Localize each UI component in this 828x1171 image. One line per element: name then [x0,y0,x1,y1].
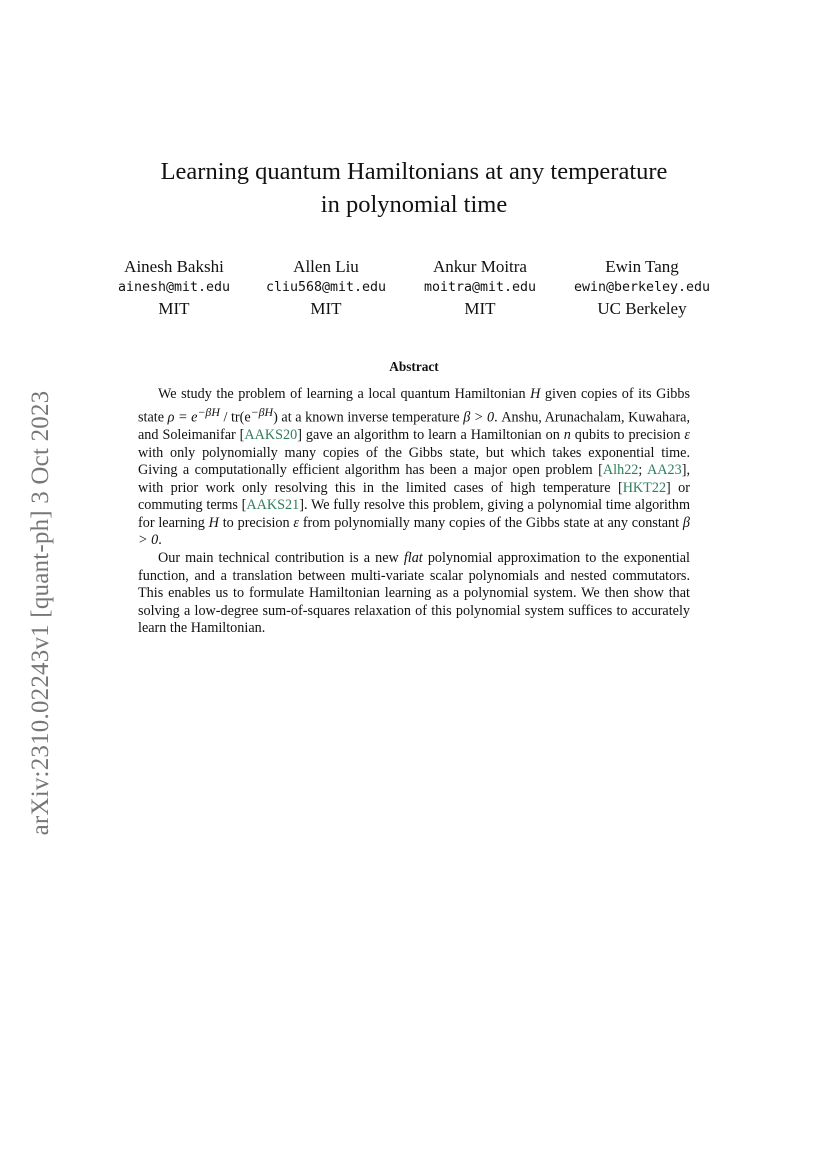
text: given copies of its Gibbs state [138,386,690,426]
abstract-body [138,386,690,638]
text: We study the problem of learning a local quantum Hamiltonian [158,386,531,402]
emphasis-flat: flat [403,550,423,567]
abstract-paragraph-1 [138,386,690,550]
author-4 [557,256,727,319]
math-exponent: −βH [250,404,274,419]
text: Our main technical contribution is a new [158,550,404,567]
text: qubits to precision [570,426,685,443]
text: . [158,532,162,549]
abstract-heading: Abstract [389,359,439,374]
text: at a known inverse temperature [277,409,464,426]
author-name: Ainesh Bakshi [124,257,224,276]
text: from polynomially many copies of the Gibbs state at any constant [299,514,683,531]
math-epsilon: ε [293,514,300,531]
math-rho: ρ = e [167,409,198,426]
author-block [95,256,735,326]
author-affiliation: UC Berkeley [597,299,687,318]
math-H: H [530,386,541,402]
author-3 [395,256,565,319]
author-1 [89,256,259,319]
abstract-paragraph-2 [138,550,690,638]
text: ] or commuting terms [ [138,479,690,514]
text: ; [638,462,648,479]
math-H: H [208,514,219,531]
citation-link[interactable]: AAKS21 [246,497,300,514]
math-trace: / tr(e [219,409,251,426]
text: . Anshu, Arunachalam, Kuwahara, and Soleimanifar [ [138,409,691,443]
author-email[interactable]: ewin@berkeley.edu [573,280,711,295]
math-beta: β > 0 [138,514,690,549]
paper-title [0,155,828,221]
math-beta: β > 0 [463,409,495,426]
math-epsilon: ε [684,426,691,443]
citation-link[interactable]: AA23 [647,462,682,479]
author-name: Ewin Tang [605,257,679,276]
author-email[interactable]: cliu568@mit.edu [265,280,387,295]
citation-link[interactable]: AAKS20 [244,426,298,443]
author-email[interactable]: moitra@mit.edu [423,280,537,295]
title-line-2: in polynomial time [320,191,508,218]
arxiv-stamp-text: arXiv:2310.02243v1 [quant-ph] 3 Oct 2023 [27,390,54,836]
author-2 [241,256,411,319]
text: ], with prior work only resolving this in the limited cases of high temperature [ [138,462,690,496]
text: ]. We fully resolve this problem, giving a polynomial time algorithm for learning [138,497,691,531]
citation-link[interactable]: Alh22 [602,462,639,479]
math-paren: ) [273,409,278,426]
text: polynomial approximation to the exponential function, and a translation between multi-variate scalar polynomials and nested commutators. This enables us to formulate Hamiltonian learning as a polynomial system. We then show that solving a low-degree sum-of-squares relaxation of this polynomial system suffices to accurately learn the Hamiltonian. [138,550,690,637]
math-exponent: −βH [197,404,220,419]
text: ] gave an algorithm to learn a Hamiltonian on [297,426,564,443]
author-name: Allen Liu [293,257,359,276]
author-name: Ankur Moitra [433,257,527,276]
author-affiliation: MIT [158,299,190,318]
author-email[interactable]: ainesh@mit.edu [117,280,231,295]
math-n: n [563,426,571,443]
text: to precision [218,514,294,531]
citation-link[interactable]: HKT22 [622,479,667,496]
author-affiliation: MIT [310,299,342,318]
text: with only polynomially many copies of the Gibbs state, but which takes exponential time. Giving a computationally efficient algorithm has been a major open problem [ [138,444,690,479]
title-line-1: Learning quantum Hamiltonians at any temperature [160,158,668,185]
author-affiliation: MIT [464,299,496,318]
